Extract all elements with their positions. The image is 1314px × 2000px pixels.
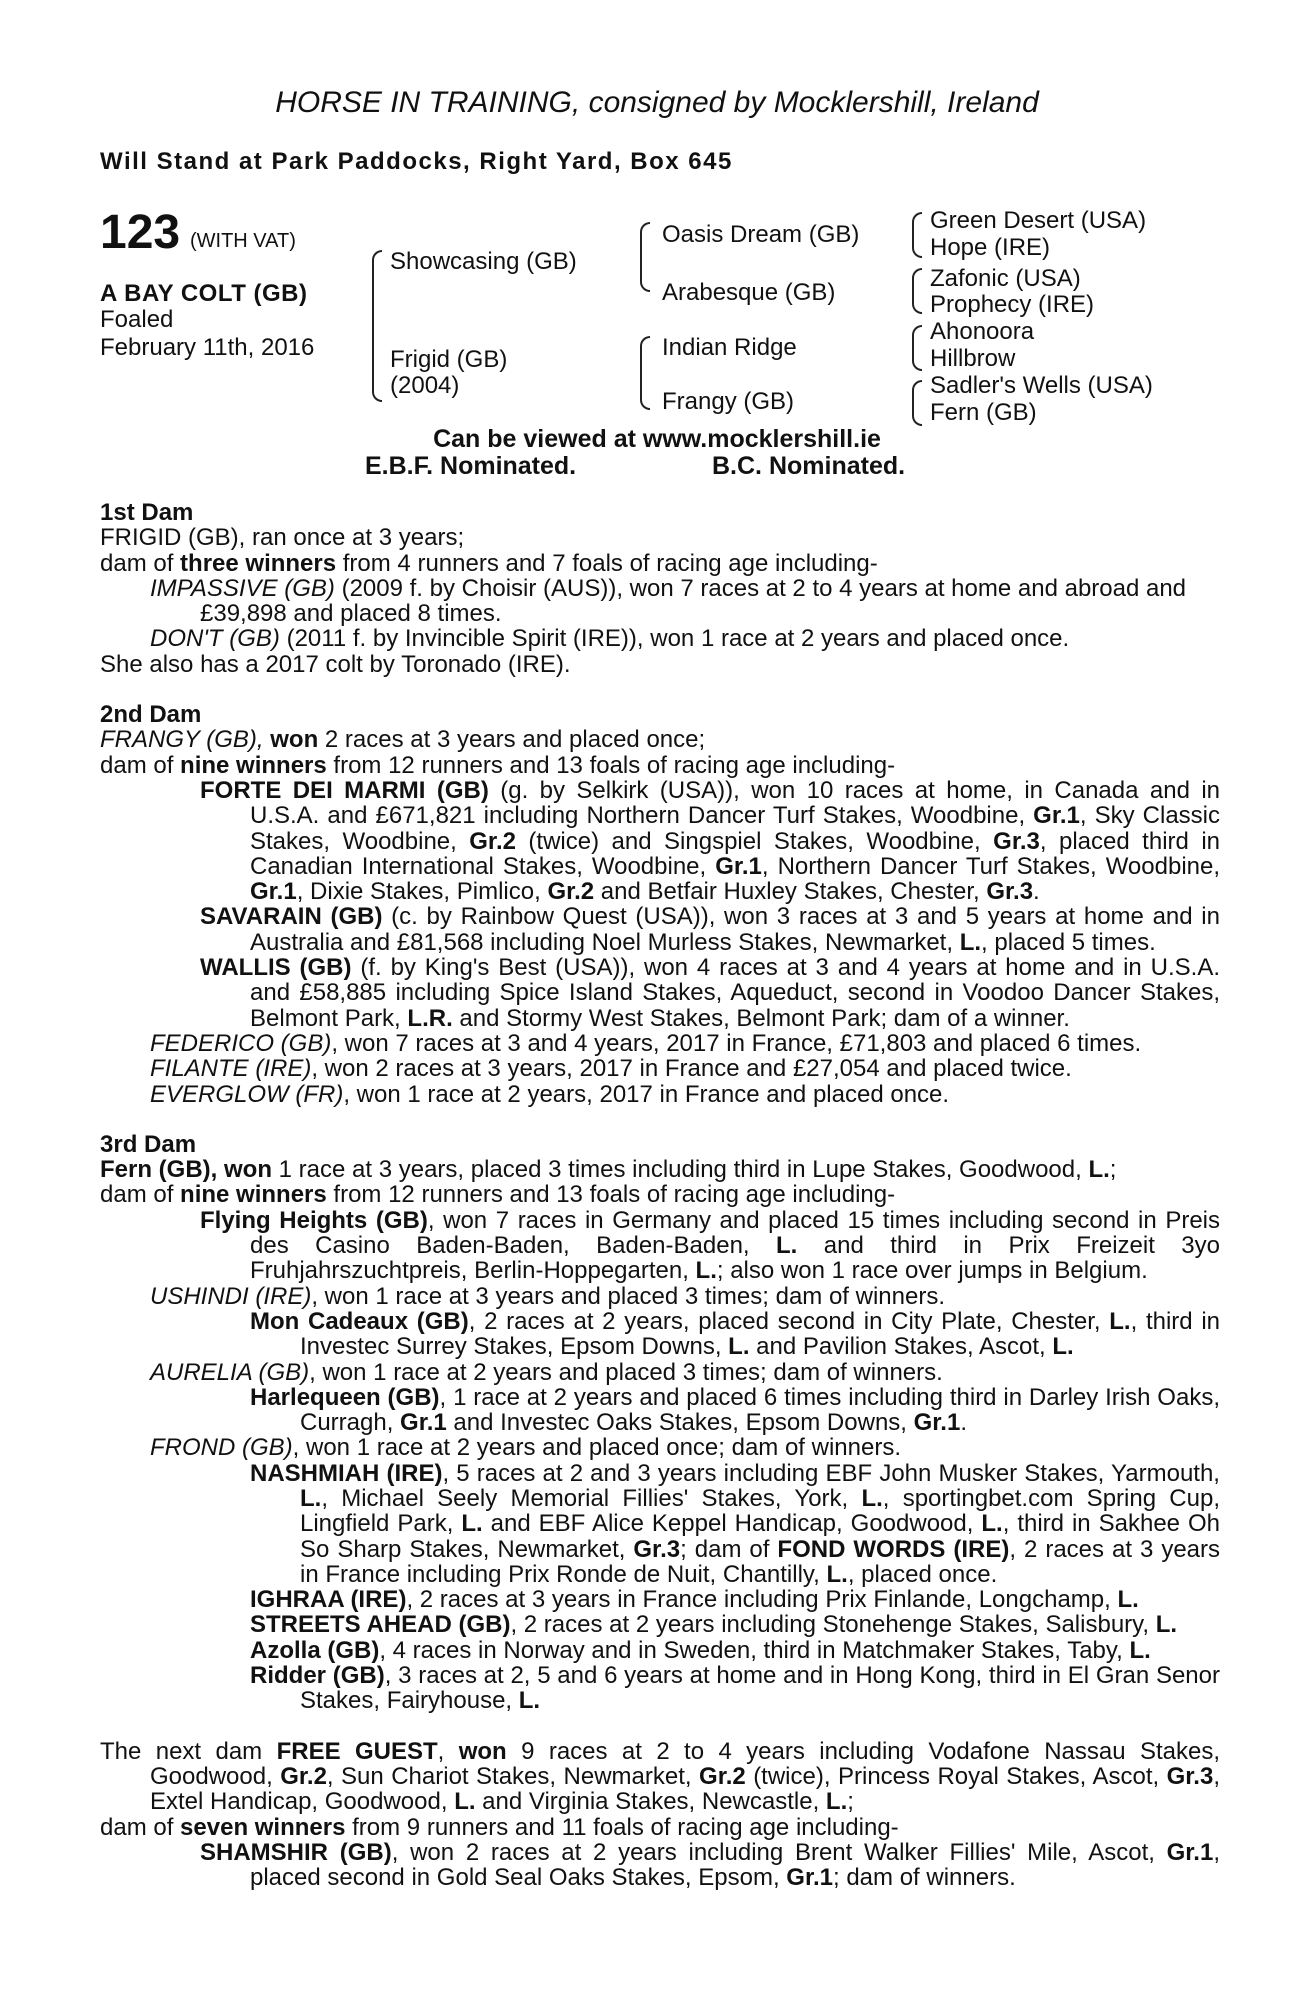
produce-impassive: IMPASSIVE (GB) (2009 f. by Choisir (AUS)), won 7 races at 2 to 4 years at home and abroad and £39,898 and placed 8 times. [150,574,1187,628]
produce-wallis: WALLIS (GB) (f. by King's Best (USA)), won 4 races at 3 and 4 years at home and in U.S.A. and £58,885 including Spice Island Stakes, Aqueduct, second in Voodoo Dancer Stakes, Belmont Park, L.R. and Stormy West Stakes, Belmont Park; dam of a winner. [200,954,1220,1032]
pedigree-sire-sire: Oasis Dream (GB) [662,221,860,248]
produce-forte-dei-marmi: FORTE DEI MARMI (GB) (g. by Selkirk (USA)), won 10 races at home, in Canada and in U.S.A. and £671,821 including Northern Dancer Turf Stakes, Woodbine, Gr.1, Sky Classic Stakes, Woodbine, Gr.2 (twice) and Singspiel Stakes, Woodbine, Gr.3, placed third in Canadian International Stakes, Woodbine, Gr.1, Northern Dancer Turf Stakes, Woodbine, Gr.1, Dixie Stakes, Pimlico, Gr.2 and Betfair Huxley Stakes, Chester, Gr.3. [200,776,1221,906]
pedigree-brace-sire [640,222,650,292]
second-dam-summary: dam of nine winners from 12 runners and 13 foals of racing age including- [100,751,896,779]
pedigree-ssd: Hope (IRE) [930,234,1051,261]
third-dam-line: Fern (GB), won 1 race at 3 years, placed 3 times including third in Lupe Stakes, Goodwood, L.; [100,1156,1117,1184]
vat-note: (WITH VAT) [190,230,296,252]
pedigree-brace-g3-3 [912,325,922,371]
produce-aurelia: AURELIA (GB), won 1 race at 2 years and placed 3 times; dam of winners. [150,1358,943,1386]
lot-number: 123 [100,206,181,259]
produce-filante: FILANTE (IRE), won 2 races at 3 years, 2017 in France and £27,054 and placed twice. [150,1055,1072,1083]
produce-nashmiah: NASHMIAH (IRE), 5 races at 2 and 3 years including EBF John Musker Stakes, Yarmouth, L., Michael Seely Memorial Fillies' Stakes, York, L., sportingbet.com Spring Cup, Lingfield Park, L. and EBF Alice Keppel Handicap, Goodwood, L., third in Sakhee Oh So Sharp Stakes, Newmarket, Gr.3; dam of FOND WORDS (IRE), 2 races at 3 years in France including Prix Ronde de Nuit, Chantilly, L., placed once. [250,1459,1220,1588]
pedigree-brace-gen1 [372,250,382,402]
pedigree-brace-g3-1 [912,212,922,258]
viewing-website-note: Can be viewed at www.mocklershill.ie [433,425,881,453]
second-dam-line: FRANGY (GB), won 2 races at 3 years and placed once; [100,726,706,754]
pedigree-ddd: Fern (GB) [930,399,1037,426]
ebf-nominated: E.B.F. Nominated. [365,452,577,480]
pedigree-dds: Sadler's Wells (USA) [930,372,1153,399]
third-dam-heading: 3rd Dam [100,1130,197,1158]
pedigree-dam-year: (2004) [390,372,460,399]
produce-streets-ahead: STREETS AHEAD (GB), 2 races at 2 years including Stonehenge Stakes, Salisbury, L. [250,1611,1178,1639]
produce-flying-heights: Flying Heights (GB), won 7 races in Germany and placed 15 times including second in Preis des Casino Baden-Baden, Baden-Baden, L. and third in Prix Freizeit 3yo Fruhjahrszuchtpreis, Berlin-Hoppegarten, L.; also won 1 race over jumps in Belgium. [200,1206,1220,1285]
produce-dont: DON'T (GB) (2011 f. by Invincible Spirit (IRE)), won 1 race at 2 years and placed once. [150,625,1070,653]
first-dam-heading: 1st Dam [100,499,194,526]
pedigree-brace-g3-2 [912,268,922,314]
catalogue-title: HORSE IN TRAINING, consigned by Mocklershill, Ireland [275,86,1039,119]
pedigree-dam-sire: Indian Ridge [662,334,797,361]
stand-location: Will Stand at Park Paddocks, Right Yard, Box 645 [100,148,733,175]
produce-shamshir: SHAMSHIR (GB), won 2 races at 2 years including Brent Walker Fillies' Mile, Ascot, Gr.1, placed second in Gold Seal Oaks Stakes, Epsom, Gr.1; dam of winners. [200,1838,1220,1892]
pedigree-brace-dam [640,336,650,410]
first-dam-line: FRIGID (GB), ran once at 3 years; [100,524,465,552]
bc-nominated: B.C. Nominated. [712,452,906,480]
produce-azolla: Azolla (GB), 4 races in Norway and in Sweden, third in Matchmaker Stakes, Taby, L. [250,1636,1151,1664]
produce-frond: FROND (GB), won 1 race at 2 years and placed once; dam of winners. [150,1434,901,1462]
pedigree-sire: Showcasing (GB) [390,248,577,275]
third-dam-summary: dam of nine winners from 12 runners and 13 foals of racing age including- [100,1181,896,1209]
produce-mon-cadeaux: Mon Cadeaux (GB), 2 races at 2 years, placed second in City Plate, Chester, L., third in Investec Surrey Stakes, Epsom Downs, L. and Pavilion Stakes, Ascot, L. [250,1307,1221,1361]
pedigree-dss: Ahonoora [930,318,1035,345]
pedigree-sds: Zafonic (USA) [930,265,1081,292]
pedigree-sss: Green Desert (USA) [930,207,1147,234]
first-dam-summary: dam of three winners from 4 runners and 7 foals of racing age including- [100,549,878,577]
produce-harlequeen: Harlequeen (GB), 1 race at 2 years and placed 6 times including third in Darley Irish Oaks, Curragh, Gr.1 and Investec Oaks Stakes, Epsom Downs, Gr.1. [250,1383,1220,1437]
pedigree-brace-g3-4 [912,380,922,426]
next-dam-summary: dam of seven winners from 9 runners and 11 foals of racing age including- [100,1813,899,1841]
pedigree-sire-dam: Arabesque (GB) [662,279,836,306]
first-dam-colt-note: She also has a 2017 colt by Toronado (IRE). [100,650,571,678]
second-dam-heading: 2nd Dam [100,701,202,729]
pedigree-dsd: Hillbrow [930,345,1016,372]
produce-ighraa: IGHRAA (IRE), 2 races at 3 years in France including Prix Finlande, Longchamp, L. [250,1586,1139,1614]
produce-savarain: SAVARAIN (GB) (c. by Rainbow Quest (USA)), won 3 races at 3 and 5 years at home and in Australia and £81,568 including Noel Murless Stakes, Newmarket, L., placed 5 times. [200,903,1220,956]
produce-ushindi: USHINDI (IRE), won 1 race at 3 years and placed 3 times; dam of winners. [150,1282,945,1310]
foaled-label: Foaled [100,306,174,333]
dam-details [100,500,1220,1890]
produce-ridder: Ridder (GB), 3 races at 2, 5 and 6 years at home and in Hong Kong, third in El Gran Senor Stakes, Fairyhouse, L. [250,1662,1220,1715]
pedigree-sdd: Prophecy (IRE) [930,291,1095,318]
next-dam-line: The next dam FREE GUEST, won 9 races at 2 to 4 years including Vodafone Nassau Stakes, Goodwood, Gr.2, Sun Chariot Stakes, Newmarket, Gr.2 (twice), Princess Royal Stakes, Ascot, Gr.3, Extel Handicap, Goodwood, L. and Virginia Stakes, Newcastle, L.; [100,1737,1220,1816]
pedigree-dam-dam: Frangy (GB) [662,388,795,415]
horse-description: A BAY COLT (GB) [100,280,308,307]
produce-federico: FEDERICO (GB), won 7 races at 3 and 4 years, 2017 in France, £71,803 and placed 6 times. [150,1029,1142,1057]
pedigree-dam: Frigid (GB) [390,346,508,373]
foaled-date: February 11th, 2016 [100,334,315,361]
produce-everglow: EVERGLOW (FR), won 1 race at 2 years, 2017 in France and placed once. [150,1080,950,1108]
